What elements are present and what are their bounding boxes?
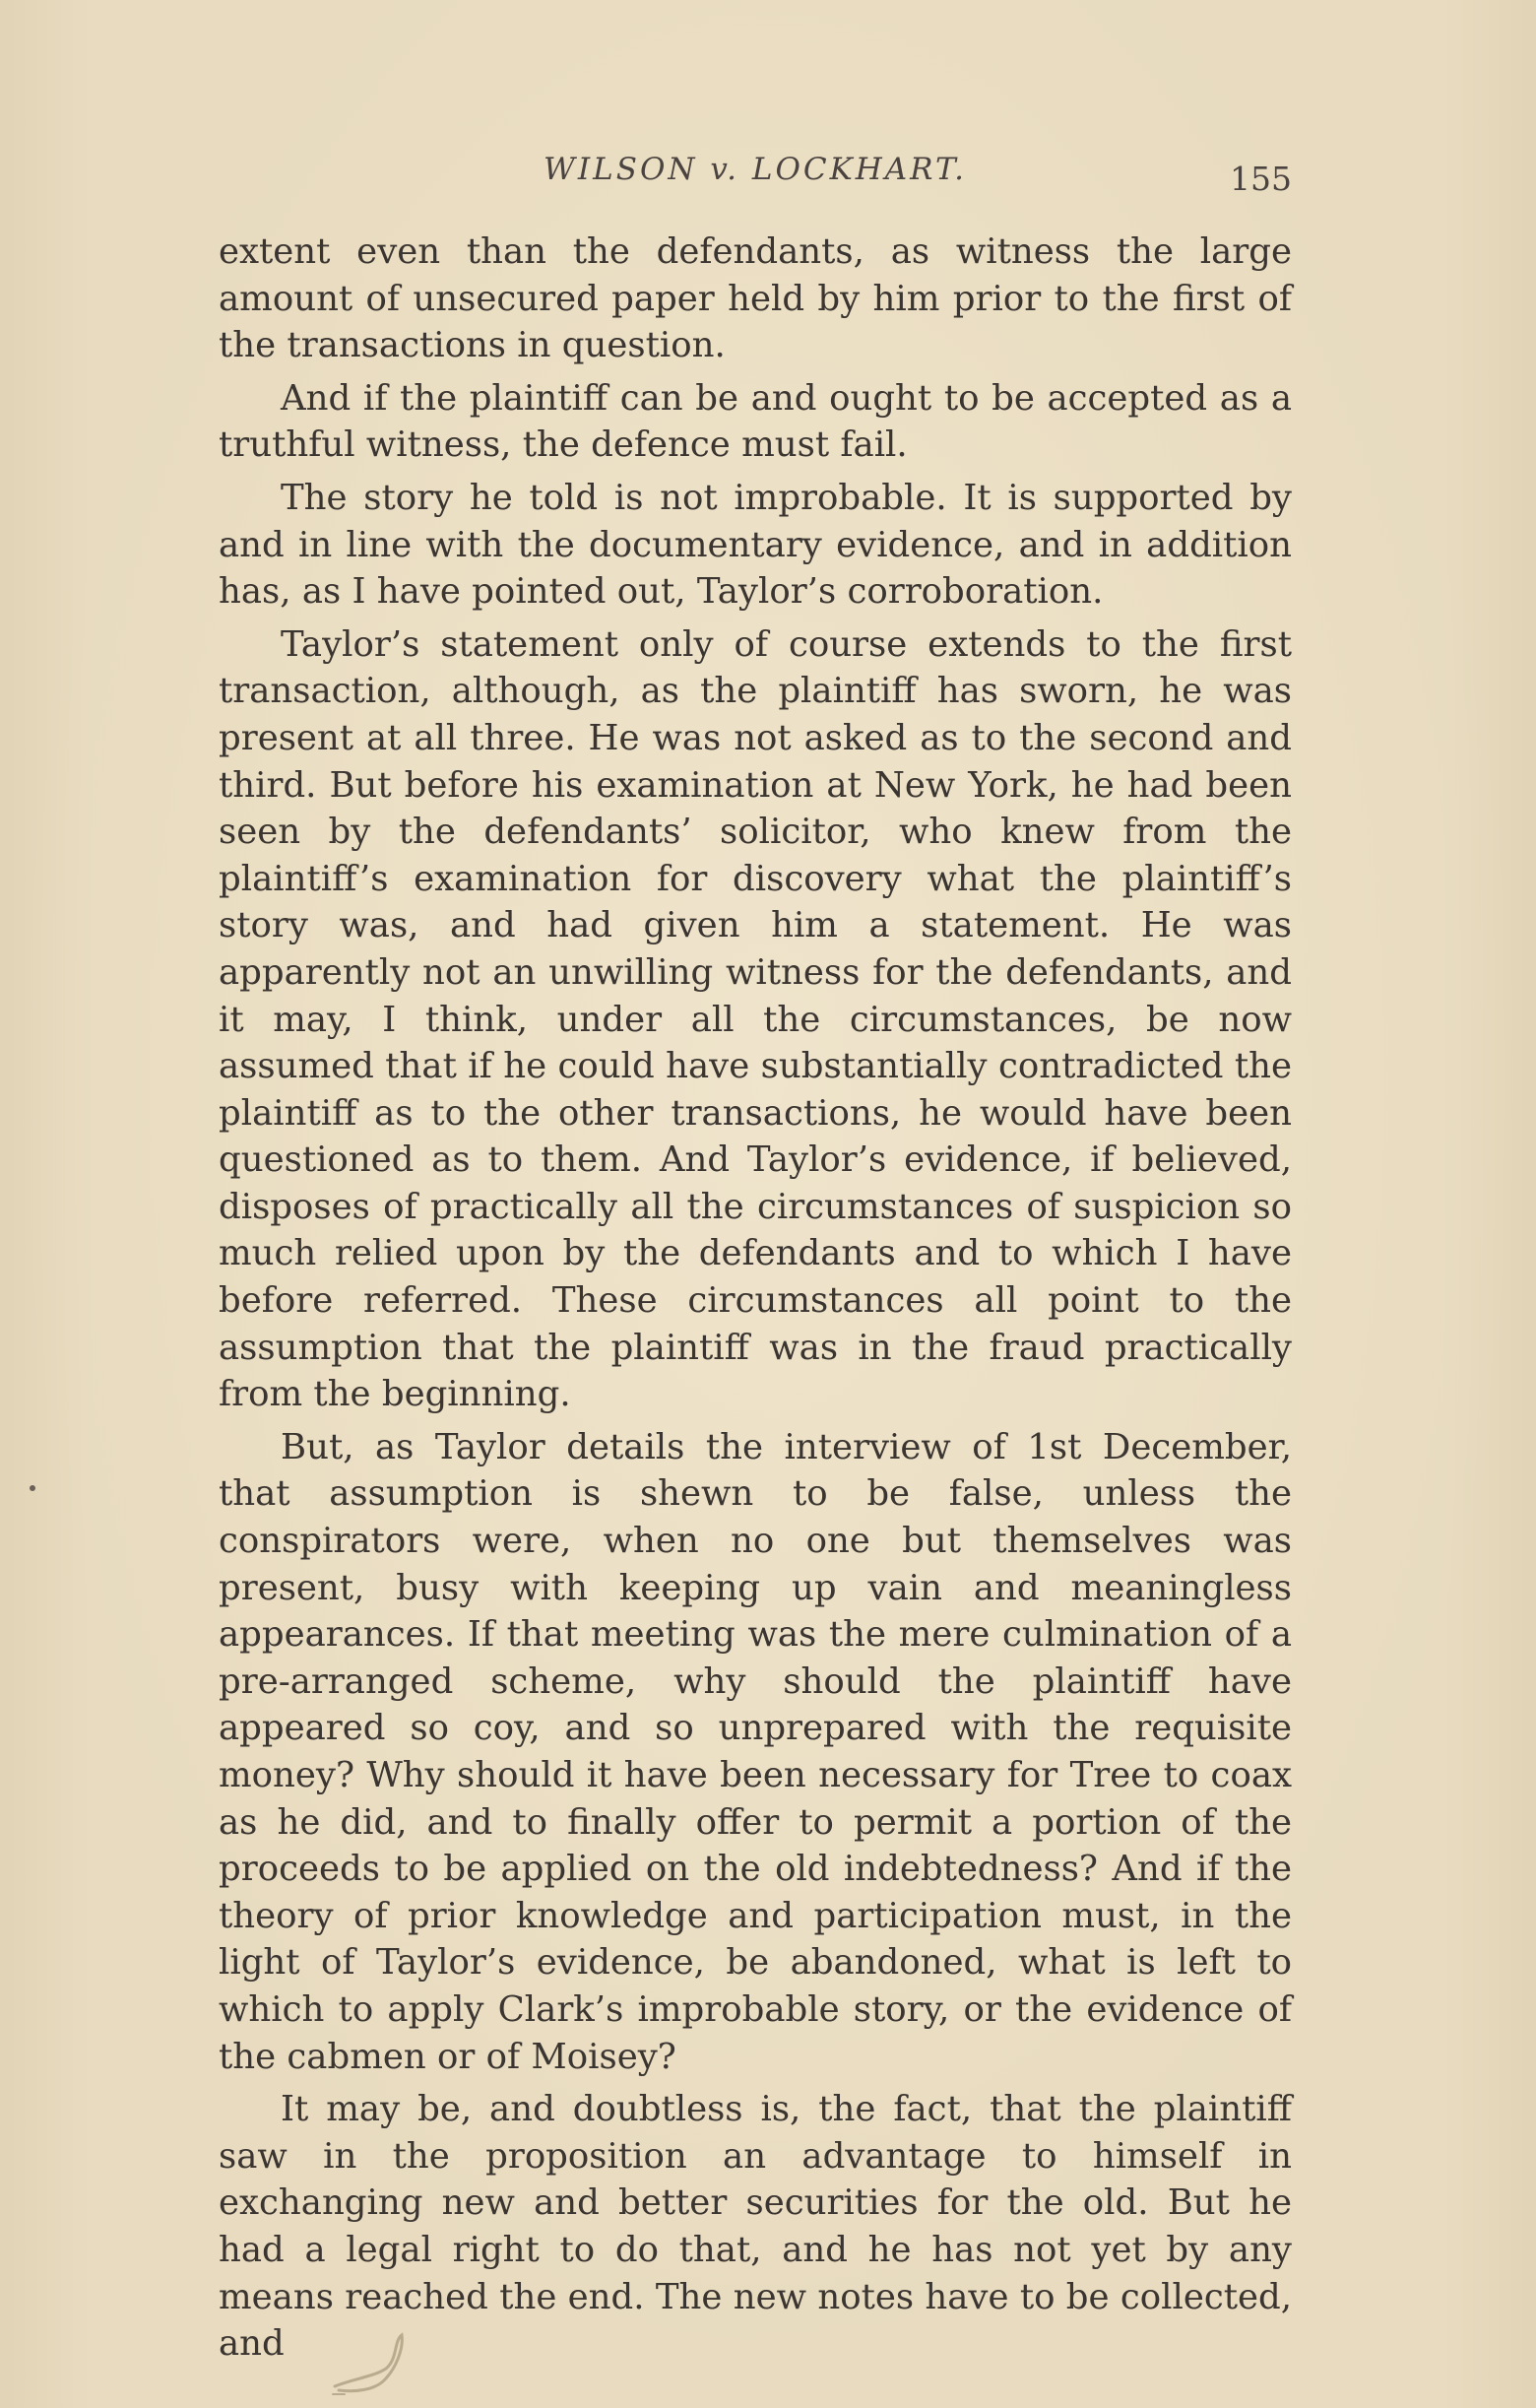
page-number: 155 (1230, 160, 1292, 198)
body-text (219, 228, 1292, 2374)
paragraph: It may be, and doubtless is, the fact, that the plaintiff saw in the proposition an advantage to himself in exchanging new and better securities for the old. But he had a legal right to do that, and he has not yet by any means reached the end. The new notes have to be collected, and (219, 2089, 1292, 2365)
paragraph: But, as Taylor details the interview of 1st December, that assumption is shewn to be false, unless the conspirators were, when no one but themselves was present, busy with keeping up vain and meaningless appearances. If that meeting was the mere culmination of a pre-arranged scheme, why should the plaintiff have appeared so coy, and so unprepared with the requisite money? Why should it have been necessary for Tree to coax as he did, and to finally offer to permit a portion of the proceeds to be applied on the old indebtedness? And if the theory of prior knowledge and participation must, in the light of Taylor’s evidence, be abandoned, what is left to which to apply Clark’s improbable story, or the evidence of the cabmen or of Moisey? (219, 1426, 1292, 2077)
ink-flourish-mark (325, 2329, 433, 2398)
paragraph-continuation: extent even than the defendants, as witness the large amount of unsecured paper held by him prior to the first of the transactions in question. (219, 231, 1292, 366)
page-header (219, 148, 1292, 207)
paragraph: And if the plaintiff can be and ought to be accepted as a truthful witness, the defence must fail. (219, 377, 1292, 466)
running-title: WILSON v. LOCKHART. (544, 152, 967, 187)
paragraph: Taylor’s statement only of course extends to the first transaction, although, as the plaintiff has sworn, he was present at all three. He was not asked as to the second and third. But before his examination at New York, he had been seen by the defendants’ solicitor, who knew from the plaintiff’s examination for discovery what the plaintiff’s story was, and had given him a statement. He was apparently not an unwilling witness for the defendants, and it may, I think, under all the circumstances, be now assumed that if he could have substantially contradicted the plaintiff as to the other transactions, he would have been questioned as to them. And Taylor’s evidence, if believed, disposes of practically all the circumstances of suspicion so much relied upon by the defendants and to which I have before referred. These circumstances all point to the assumption that the plaintiff was in the fraud practically from the beginning. (219, 623, 1292, 1415)
margin-dot-mark (30, 1485, 35, 1491)
paragraph: The story he told is not improbable. It is supported by and in line with the documentary evidence, and in addition has, as I have pointed out, Taylor’s corroboration. (219, 477, 1292, 613)
